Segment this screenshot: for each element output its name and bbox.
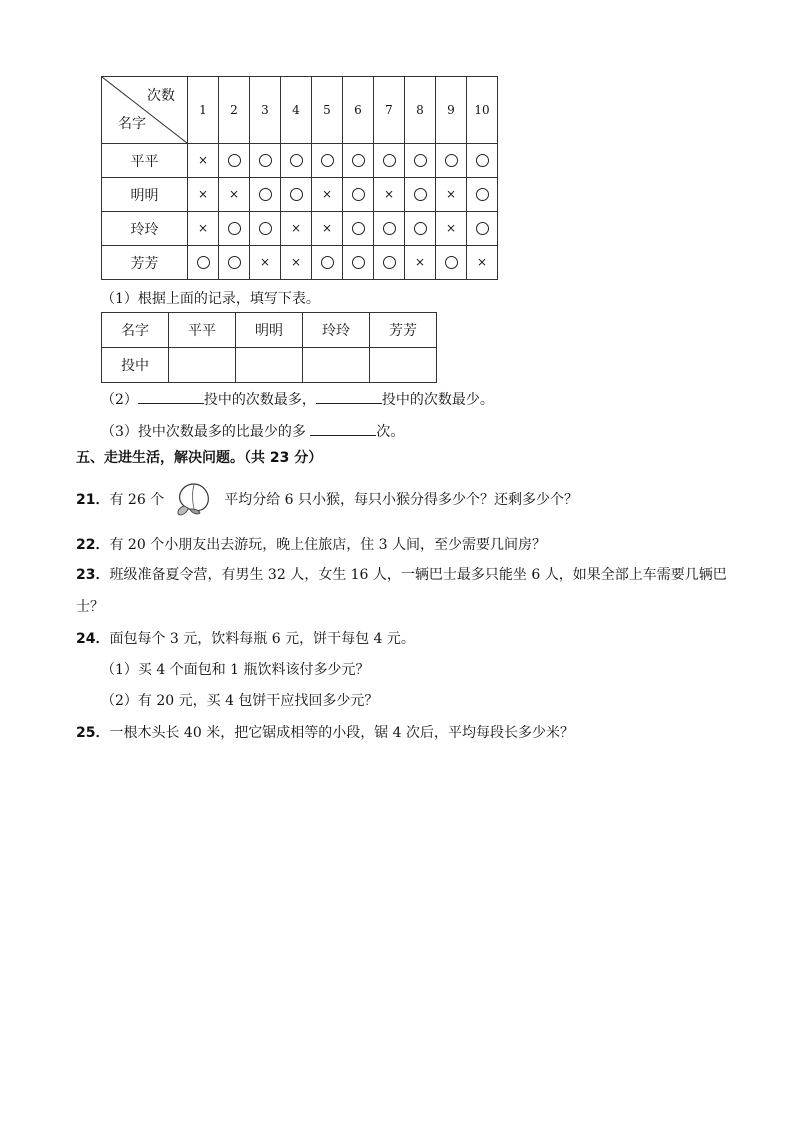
hit-circle-icon bbox=[445, 256, 458, 269]
q3-line bbox=[101, 421, 404, 441]
record-cell bbox=[343, 144, 374, 178]
record-cell bbox=[188, 212, 219, 246]
question-number: 21． bbox=[76, 492, 110, 508]
record-cell bbox=[281, 144, 312, 178]
answer-blank[interactable] bbox=[138, 391, 204, 404]
answer-cell[interactable] bbox=[169, 348, 236, 383]
question-text: 有 20 个小朋友出去游玩，晚上住旅店，住 3 人间，至少需要几间房？ bbox=[109, 537, 547, 553]
hit-circle-icon bbox=[352, 188, 365, 201]
column-header: 8 bbox=[405, 77, 436, 144]
record-row bbox=[102, 144, 498, 178]
q3-suffix: 次。 bbox=[376, 424, 405, 440]
record-cell bbox=[188, 144, 219, 178]
record-cell bbox=[250, 246, 281, 280]
hit-circle-icon bbox=[290, 188, 303, 201]
column-header: 7 bbox=[374, 77, 405, 144]
student-name: 明明 bbox=[102, 178, 188, 212]
miss-cross-icon: × bbox=[321, 187, 333, 201]
q2-line bbox=[101, 389, 494, 409]
column-header: 9 bbox=[436, 77, 467, 144]
record-cell bbox=[312, 246, 343, 280]
record-cell bbox=[405, 212, 436, 246]
header-count-label: 次数 bbox=[147, 88, 175, 104]
record-cell bbox=[467, 144, 498, 178]
student-name: 平平 bbox=[102, 144, 188, 178]
q2-prefix: （2） bbox=[101, 392, 138, 408]
column-header: 3 bbox=[250, 77, 281, 144]
record-cell bbox=[467, 178, 498, 212]
question-text: 平均分给 6 只小猴，每只小猴分得多少个？还剩多少个？ bbox=[224, 492, 579, 508]
record-cell bbox=[436, 212, 467, 246]
record-cell bbox=[312, 144, 343, 178]
record-cell bbox=[250, 178, 281, 212]
miss-cross-icon: × bbox=[197, 153, 209, 167]
question-25 bbox=[76, 722, 574, 742]
question-23 bbox=[76, 564, 727, 584]
question-24-sub1: （1）买 4 个面包和 1 瓶饮料该付多少元？ bbox=[101, 662, 370, 678]
record-cell bbox=[281, 178, 312, 212]
hit-circle-icon bbox=[352, 154, 365, 167]
summary-row-label: 投中 bbox=[102, 348, 169, 383]
record-cell bbox=[219, 144, 250, 178]
record-cell bbox=[219, 178, 250, 212]
hit-circle-icon bbox=[228, 154, 241, 167]
column-header: 6 bbox=[343, 77, 374, 144]
record-cell bbox=[405, 144, 436, 178]
record-cell bbox=[343, 212, 374, 246]
student-name: 玲玲 bbox=[102, 212, 188, 246]
answer-blank[interactable] bbox=[316, 391, 382, 404]
record-cell bbox=[405, 246, 436, 280]
record-cell bbox=[219, 212, 250, 246]
q1-instruction: （1）根据上面的记录，填写下表。 bbox=[101, 291, 320, 307]
column-header: 5 bbox=[312, 77, 343, 144]
record-cell bbox=[374, 212, 405, 246]
hit-circle-icon bbox=[290, 154, 303, 167]
question-text: 面包每个 3 元，饮料每瓶 6 元，饼干每包 4 元。 bbox=[109, 631, 415, 647]
miss-cross-icon: × bbox=[197, 221, 209, 235]
hit-circle-icon bbox=[383, 256, 396, 269]
hit-circle-icon bbox=[352, 256, 365, 269]
miss-cross-icon: × bbox=[228, 187, 240, 201]
hit-circle-icon bbox=[259, 222, 272, 235]
hit-circle-icon bbox=[259, 188, 272, 201]
miss-cross-icon: × bbox=[383, 187, 395, 201]
record-cell bbox=[467, 246, 498, 280]
miss-cross-icon: × bbox=[476, 255, 488, 269]
hit-circle-icon bbox=[414, 154, 427, 167]
question-number: 24． bbox=[76, 631, 110, 647]
record-cell bbox=[374, 246, 405, 280]
record-cell bbox=[374, 144, 405, 178]
summary-header: 名字 bbox=[102, 313, 169, 348]
question-21 bbox=[76, 480, 578, 520]
record-cell bbox=[219, 246, 250, 280]
record-cell bbox=[188, 178, 219, 212]
summary-header: 芳芳 bbox=[370, 313, 437, 348]
section-title: 五、走进生活，解决问题。（共 23 分） bbox=[76, 450, 323, 466]
hit-circle-icon bbox=[476, 154, 489, 167]
diagonal-header-cell bbox=[102, 77, 188, 144]
record-cell bbox=[188, 246, 219, 280]
column-header: 1 bbox=[188, 77, 219, 144]
q2-mid: 投中的次数最多， bbox=[203, 392, 316, 408]
miss-cross-icon: × bbox=[259, 255, 271, 269]
question-24-sub2: （2）有 20 元，买 4 包饼干应找回多少元？ bbox=[101, 693, 379, 709]
hit-circle-icon bbox=[197, 256, 210, 269]
miss-cross-icon: × bbox=[290, 221, 302, 235]
q3-prefix: （3）投中次数最多的比最少的多 bbox=[101, 424, 311, 440]
q2-suffix: 投中的次数最少。 bbox=[381, 392, 494, 408]
record-table bbox=[101, 76, 498, 280]
answer-cell[interactable] bbox=[370, 348, 437, 383]
miss-cross-icon: × bbox=[290, 255, 302, 269]
question-24 bbox=[76, 628, 415, 648]
summary-table bbox=[101, 312, 437, 383]
record-cell bbox=[436, 246, 467, 280]
summary-header: 平平 bbox=[169, 313, 236, 348]
hit-circle-icon bbox=[259, 154, 272, 167]
answer-blank[interactable] bbox=[310, 423, 376, 436]
hit-circle-icon bbox=[321, 154, 334, 167]
question-number: 25． bbox=[76, 725, 110, 741]
record-cell bbox=[436, 178, 467, 212]
hit-circle-icon bbox=[352, 222, 365, 235]
record-row bbox=[102, 178, 498, 212]
column-header: 2 bbox=[219, 77, 250, 144]
record-row bbox=[102, 212, 498, 246]
hit-circle-icon bbox=[414, 222, 427, 235]
peach-icon bbox=[172, 480, 216, 520]
miss-cross-icon: × bbox=[197, 187, 209, 201]
record-cell bbox=[281, 212, 312, 246]
question-text: 班级准备夏令营，有男生 32 人，女生 16 人，一辆巴士最多只能坐 6 人，如果全部上车需要几辆巴 bbox=[109, 567, 727, 583]
record-cell bbox=[312, 178, 343, 212]
miss-cross-icon: × bbox=[321, 221, 333, 235]
record-cell bbox=[374, 178, 405, 212]
record-cell bbox=[343, 246, 374, 280]
record-cell bbox=[312, 212, 343, 246]
record-cell bbox=[281, 246, 312, 280]
summary-header: 明明 bbox=[236, 313, 303, 348]
record-cell bbox=[405, 178, 436, 212]
hit-circle-icon bbox=[383, 154, 396, 167]
column-header: 10 bbox=[467, 77, 498, 144]
hit-circle-icon bbox=[321, 256, 334, 269]
answer-cell[interactable] bbox=[236, 348, 303, 383]
question-text: 一根木头长 40 米，把它锯成相等的小段，锯 4 次后，平均每段长多少米？ bbox=[109, 725, 575, 741]
record-cell bbox=[467, 212, 498, 246]
record-row bbox=[102, 246, 498, 280]
miss-cross-icon: × bbox=[414, 255, 426, 269]
miss-cross-icon: × bbox=[445, 187, 457, 201]
miss-cross-icon: × bbox=[445, 221, 457, 235]
record-cell bbox=[343, 178, 374, 212]
answer-cell[interactable] bbox=[303, 348, 370, 383]
hit-circle-icon bbox=[445, 154, 458, 167]
question-22 bbox=[76, 534, 546, 554]
record-cell bbox=[250, 212, 281, 246]
record-cell bbox=[250, 144, 281, 178]
hit-circle-icon bbox=[228, 256, 241, 269]
question-text: 有 26 个 bbox=[109, 492, 165, 508]
student-name: 芳芳 bbox=[102, 246, 188, 280]
hit-circle-icon bbox=[414, 188, 427, 201]
hit-circle-icon bbox=[476, 222, 489, 235]
column-header: 4 bbox=[281, 77, 312, 144]
question-23-continued: 士？ bbox=[76, 599, 104, 615]
record-cell bbox=[436, 144, 467, 178]
summary-header: 玲玲 bbox=[303, 313, 370, 348]
question-number: 23． bbox=[76, 567, 110, 583]
header-name-label: 名字 bbox=[118, 116, 146, 132]
question-number: 22． bbox=[76, 537, 110, 553]
hit-circle-icon bbox=[476, 188, 489, 201]
hit-circle-icon bbox=[383, 222, 396, 235]
hit-circle-icon bbox=[228, 222, 241, 235]
